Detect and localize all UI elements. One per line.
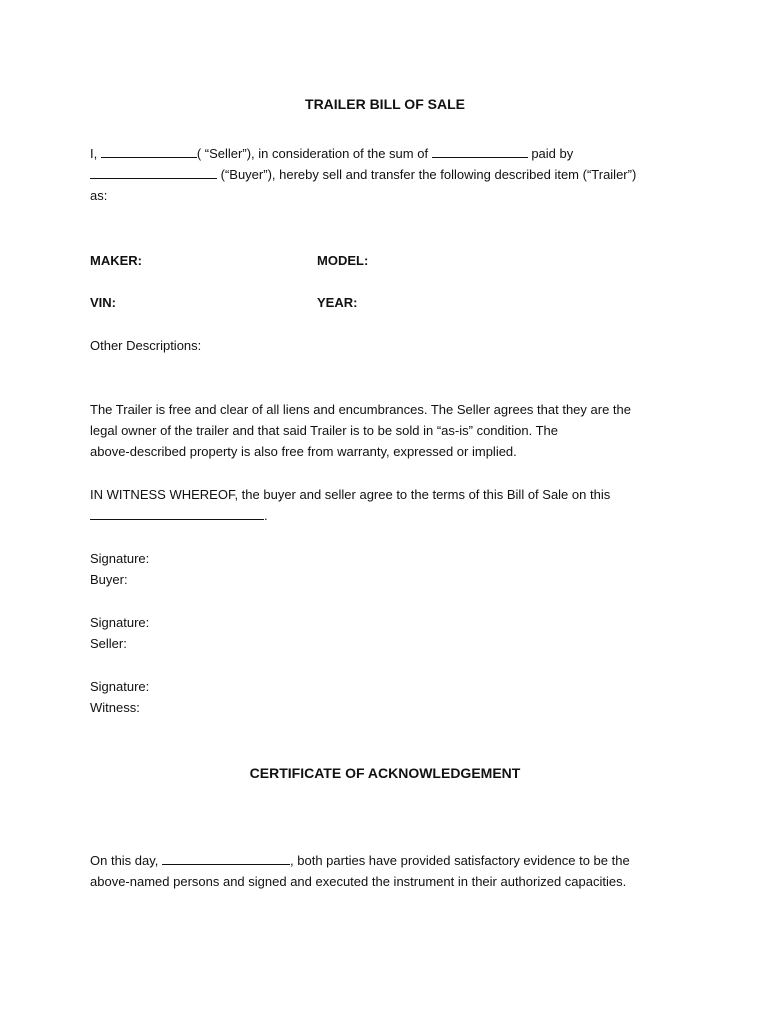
signature-label: Signature: [90,615,150,630]
certificate-line-1-rest: , both parties have provided satisfactory evidence to be the [290,853,630,868]
certificate-line-2: above-named persons and signed and executed the instrument in their authorized capacities. [90,874,627,889]
intro-buyer-part: (“Buyer”), hereby sell and transfer the following described item (“Trailer”) [220,167,637,182]
buyer-name-blank[interactable] [90,164,217,179]
year-label: YEAR: [317,295,358,310]
intro-paid-by: paid by [531,146,574,161]
intro-i: I, [90,146,98,161]
signature-label: Signature: [90,679,150,694]
maker-label: MAKER: [90,253,142,268]
witness-line-2 [90,505,710,526]
liens-line-2: legal owner of the trailer and that said Trailer is to be sold in “as-is” condition. The [90,423,558,438]
model-label: MODEL: [317,253,369,268]
intro-line-1 [90,143,690,164]
signature-witness [90,676,690,718]
certificate-title: CERTIFICATE OF ACKNOWLEDGEMENT [249,765,521,781]
certificate-date-blank[interactable] [162,850,290,865]
document-title: TRAILER BILL OF SALE [305,96,465,112]
signature-role: Witness: [90,700,140,715]
liens-line-3: above-described property is also free from warranty, expressed or implied. [90,444,517,459]
intro-line-3: as: [90,188,108,203]
seller-name-blank[interactable] [101,143,197,158]
signature-role: Buyer: [90,572,128,587]
intro-seller-part: ( “Seller”), in consideration of the sum of [196,146,429,161]
intro-line-2 [90,164,690,185]
signature-seller [90,612,690,654]
liens-paragraph [90,399,710,462]
other-descriptions-label: Other Descriptions: [90,338,202,353]
witness-date-blank[interactable] [90,505,264,520]
witness-paragraph [90,484,710,526]
liens-line-1: The Trailer is free and clear of all liens and encumbrances. The Seller agrees that they are the [90,402,631,417]
vin-label: VIN: [90,295,116,310]
signature-label: Signature: [90,551,150,566]
intro-paragraph [90,143,690,206]
signature-role: Seller: [90,636,127,651]
certificate-paragraph [90,850,710,892]
certificate-on-this-day: On this day, [90,853,159,868]
witness-line-1: IN WITNESS WHEREOF, the buyer and seller agree to the terms of this Bill of Sale on this [90,487,611,502]
signature-buyer [90,548,690,590]
witness-period: . [264,508,268,523]
sum-blank[interactable] [432,143,528,158]
certificate-line-1 [90,850,710,871]
